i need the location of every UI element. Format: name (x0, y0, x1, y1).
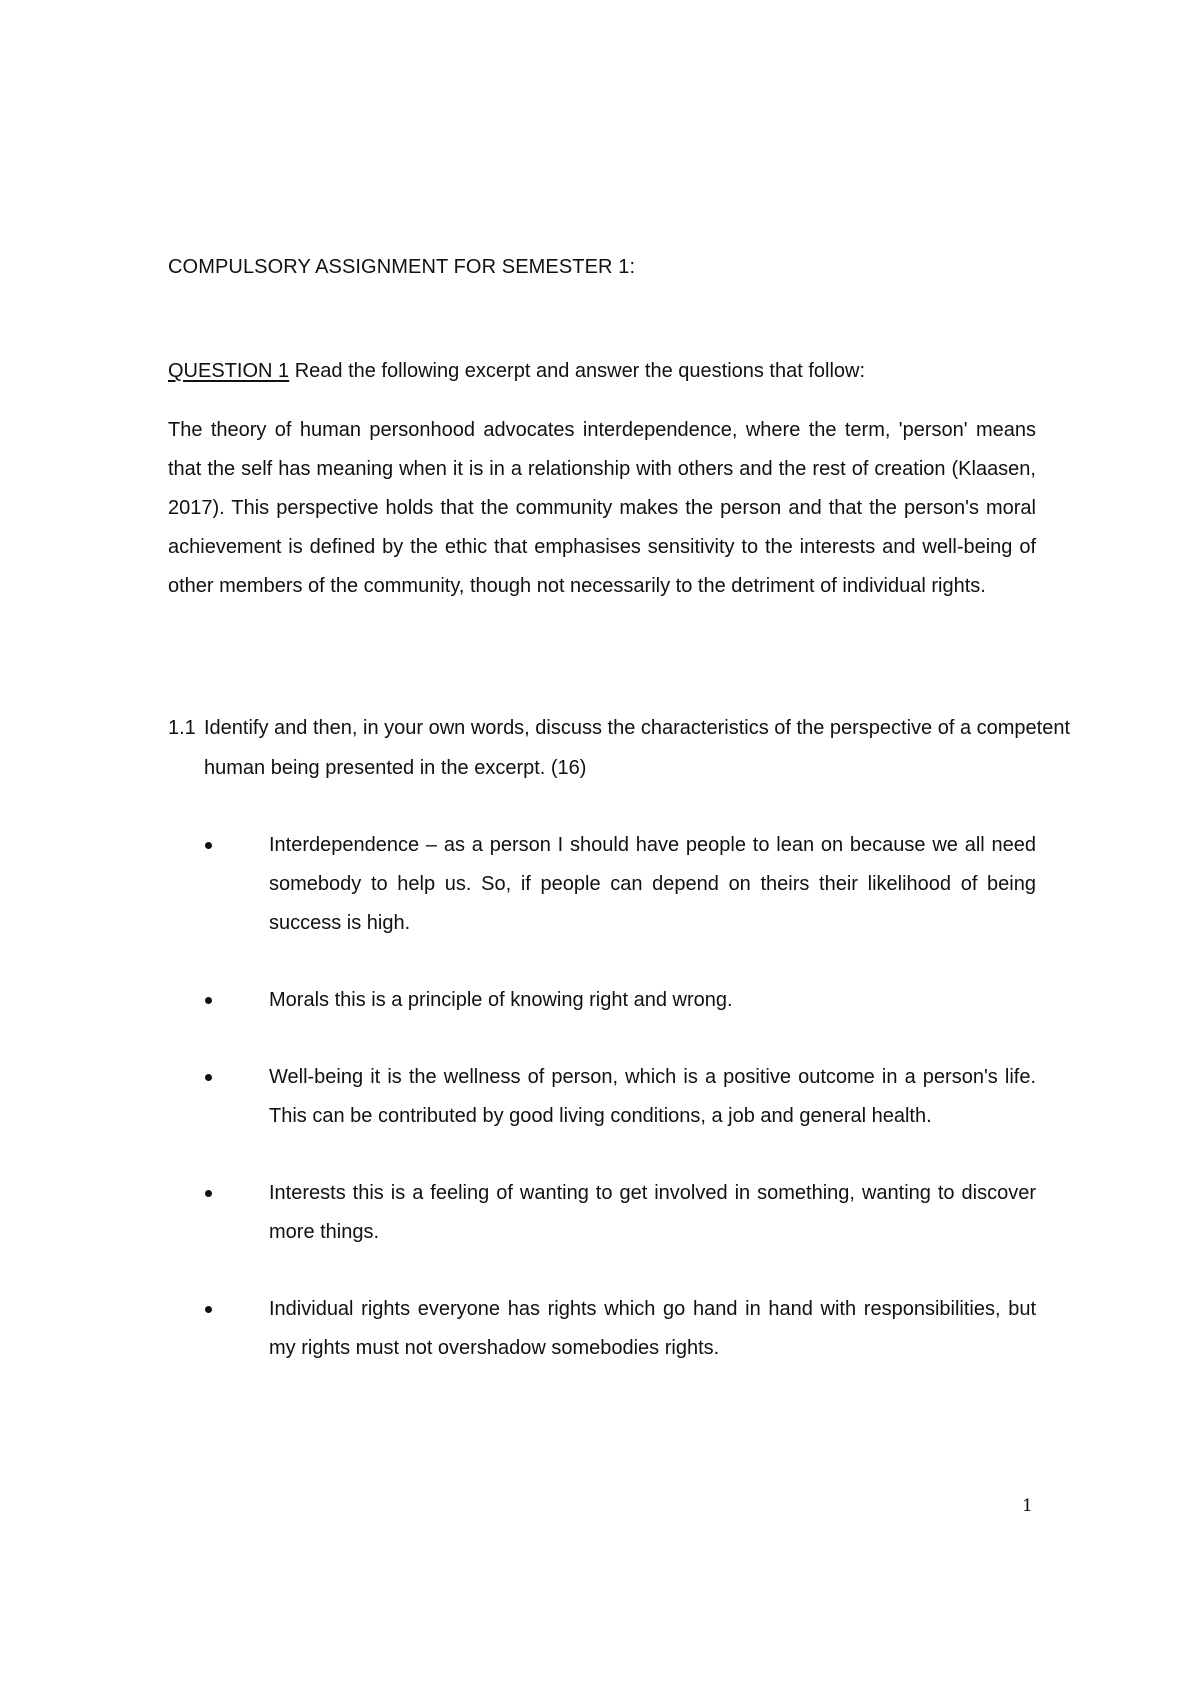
bullet-icon (205, 997, 212, 1004)
question-heading (168, 360, 865, 383)
bullet-icon (205, 1074, 212, 1081)
bullet-icon (205, 1190, 212, 1197)
answer-text: Interdependence – as a person I should have people to lean on because we all need somebody to help us. So, if people can depend on theirs their likelihood of being success is high. (269, 834, 1036, 934)
subquestion-text: Identify and then, in your own words, discuss the characteristics of the perspective of a competent human being presented in the excerpt. (16) (204, 717, 1071, 779)
answer-text: Interests this is a feeling of wanting to get involved in something, wanting to discover more things. (269, 1182, 1036, 1243)
subquestion (168, 708, 1072, 788)
assignment-title: COMPULSORY ASSIGNMENT FOR SEMESTER 1: (168, 256, 636, 278)
answer-text: Well-being it is the wellness of person, which is a positive outcome in a person's life. This can be contributed by good living conditions, a job and general health. (269, 1066, 1036, 1127)
answer-text: Individual rights everyone has rights which go hand in hand with responsibilities, but my rights must not overshadow somebodies rights. (269, 1298, 1036, 1359)
answer-item (168, 826, 1036, 943)
bullet-icon (205, 842, 212, 849)
answer-list (168, 826, 1036, 1406)
answer-item (168, 1058, 1036, 1136)
excerpt-paragraph: The theory of human personhood advocates interdependence, where the term, 'person' means that the self has meaning when it is in a relationship with others and the rest of creation (Klaasen, 2017). This perspective holds that the community makes the person and that the person's moral achievement is defined by the ethic that emphasises sensitivity to the interests and well-being of other members of the community, though not necessarily to the detriment of individual rights. (168, 419, 1036, 597)
page-number: 1 (1022, 1496, 1033, 1516)
answer-item (168, 981, 1036, 1020)
subquestion-number: 1.1 (168, 717, 196, 739)
question-instruction: Read the following excerpt and answer the questions that follow: (289, 360, 866, 382)
answer-item (168, 1174, 1036, 1252)
answer-text: Morals this is a principle of knowing right and wrong. (269, 989, 733, 1011)
question-label: QUESTION 1 (168, 360, 290, 382)
answer-item (168, 1290, 1036, 1368)
bullet-icon (205, 1306, 212, 1313)
